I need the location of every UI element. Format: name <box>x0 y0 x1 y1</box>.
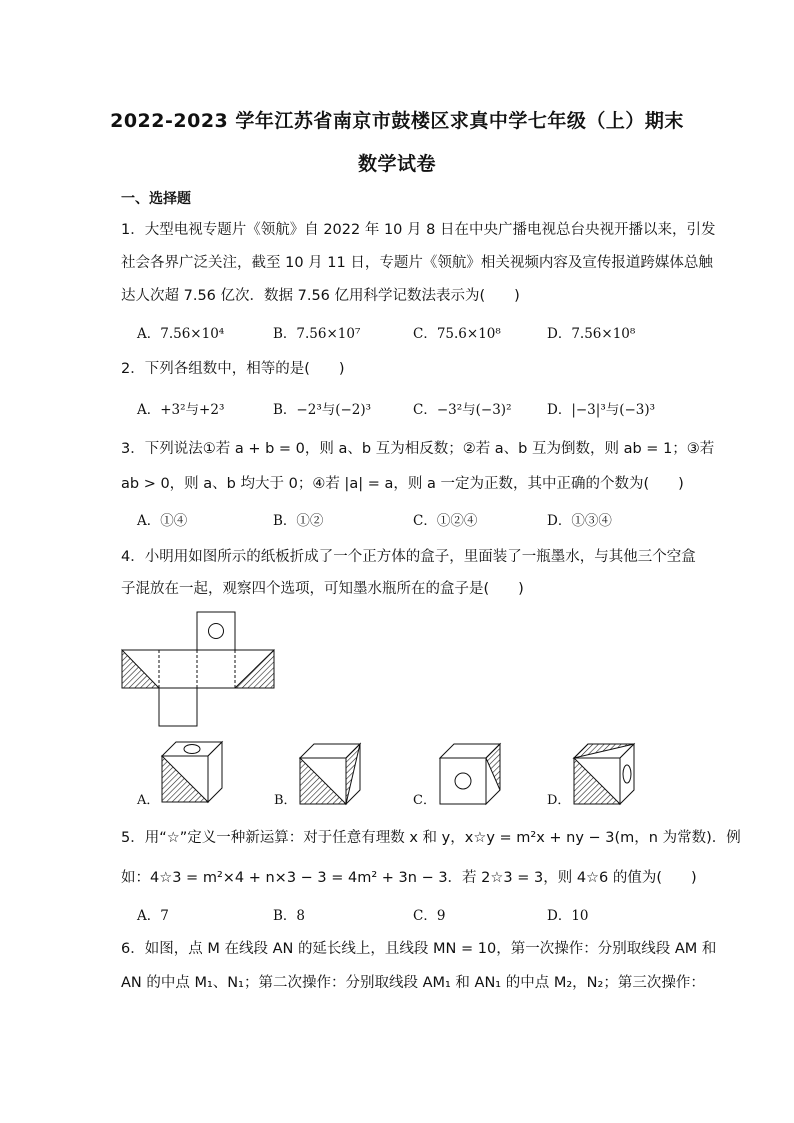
q4-choice-c-label: C． <box>413 793 436 808</box>
question-6-text-line-2: AN 的中点 M₁、N₁；第二次操作：分别取线段 AM₁ 和 AN₁ 的中点 M₂，N₂；第三次操作： <box>121 975 705 991</box>
q1-option-c: C．75.6×10⁸ <box>413 326 501 342</box>
cube-choice-a <box>160 740 230 806</box>
question-5-text-line-2: 如：4☆3 = m²×4 + n×3 − 3 = 4m² + 3n − 3．若 2☆3 = 3，则 4☆6 的值为( ) <box>121 870 697 886</box>
cube-choice-d <box>572 742 642 808</box>
question-3-text-line-2: ab > 0，则 a、b 均大于 0；④若 |a| = a，则 a 一定为正数，其中正确的个数为( ) <box>121 476 684 492</box>
question-5-text-line-1: 5．用“☆”定义一种新运算：对于任意有理数 x 和 y，x☆y = m²x + ny − 3(m，n 为常数)．例 <box>121 830 741 846</box>
q2-option-c: C．−3²与(−3)² <box>413 402 512 418</box>
q4-choice-d-label: D． <box>547 793 571 808</box>
cube-choice-c <box>438 742 508 808</box>
q3-option-d: D．①③④ <box>547 513 612 529</box>
q2-option-b: B．−2³与(−2)³ <box>273 402 372 418</box>
q5-option-b: B．8 <box>273 908 306 924</box>
section-heading: 一、选择题 <box>121 191 191 207</box>
q5-option-d: D．10 <box>547 908 589 924</box>
q1-option-b: B．7.56×10⁷ <box>273 326 361 342</box>
q4-choice-b-label: B． <box>274 793 297 808</box>
q2-option-a: A．+3²与+2³ <box>137 402 225 418</box>
q1-option-a: A．7.56×10⁴ <box>137 326 225 342</box>
q5-option-a: A．7 <box>137 908 169 924</box>
q3-option-b: B．①② <box>273 513 324 529</box>
q2-option-d: D．|−3|³与(−3)³ <box>547 402 656 418</box>
question-1-text-line-3: 达人次超 7.56 亿次．数据 7.56 亿用科学记数法表示为( ) <box>121 288 520 304</box>
cube-net-figure <box>118 608 278 728</box>
q5-option-c: C．9 <box>413 908 446 924</box>
question-3-text-line-1: 3．下列说法①若 a + b = 0，则 a、b 互为相反数；②若 a、b 互为倒数，则 ab = 1；③若 <box>121 441 715 457</box>
q4-choice-a-label: A． <box>137 793 160 808</box>
cube-choice-b <box>298 742 368 808</box>
q3-option-a: A．①④ <box>137 513 188 529</box>
question-6-text-line-1: 6．如图，点 M 在线段 AN 的延长线上，且线段 MN = 10，第一次操作：分别取线段 AM 和 <box>121 941 717 957</box>
q3-option-c: C．①②④ <box>413 513 478 529</box>
question-1-text-line-2: 社会各界广泛关注，截至 10 月 11 日，专题片《领航》相关视频内容及宣传报道跨媒体总触 <box>121 255 713 271</box>
exam-subtitle: 数学试卷 <box>357 153 436 175</box>
question-1-text-line-1: 1．大型电视专题片《领航》自 2022 年 10 月 8 日在中央广播电视总台央视开播以来，引发 <box>121 222 716 238</box>
question-4-text-line-2: 子混放在一起，观察四个选项，可知墨水瓶所在的盒子是( ) <box>121 581 524 597</box>
question-4-text-line-1: 4．小明用如图所示的纸板折成了一个正方体的盒子，里面装了一瓶墨水，与其他三个空盒 <box>121 549 696 565</box>
question-2-text: 2．下列各组数中，相等的是( ) <box>121 361 345 377</box>
exam-title: 2022-2023 学年江苏省南京市鼓楼区求真中学七年级（上）期末 <box>110 110 684 132</box>
q1-option-d: D．7.56×10⁸ <box>547 326 636 342</box>
